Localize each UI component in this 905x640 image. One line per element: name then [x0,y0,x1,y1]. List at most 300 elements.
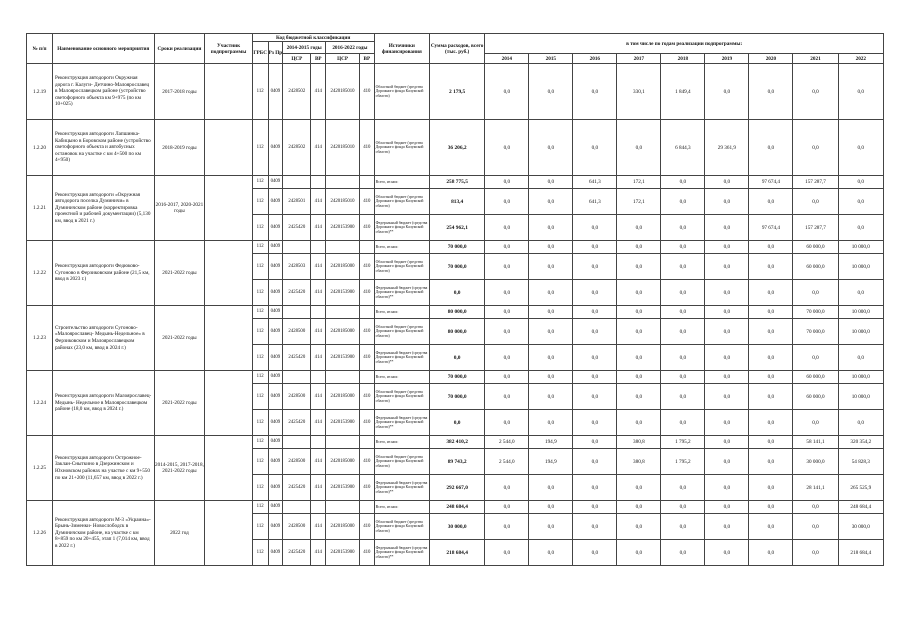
project-name: Реконструкция автодороги Малоярославец-Медынь- Недельное в Малоярославецком районе (18,0 км, ввод в 2024 г.) [52,371,154,436]
year-value-2021: 157 287,7 [793,176,838,189]
year-value-2022: 218 684,4 [838,540,883,566]
year-value-2018: 0,0 [661,280,705,306]
vr-code-1: 414 [311,345,326,371]
year-value-2018: 0,0 [661,514,705,540]
year-value-2020: 0,0 [749,319,793,345]
csr-code-2: 2420153900 [326,475,360,501]
year-value-2017: 0,0 [617,514,661,540]
vr-code-2: 410 [359,319,374,345]
vr-code-2: 410 [359,384,374,410]
csr-code-1: 2425420 [283,345,311,371]
year-value-2015: 0,0 [529,501,573,514]
vr-code-2: 410 [359,540,374,566]
total-sum: 70 000,0 [429,241,484,254]
year-value-2016: 0,0 [573,306,617,319]
row-number: 1.2.26 [27,501,53,566]
csr-code-1: 2425420 [283,280,311,306]
funding-source: Федеральный бюджет (средства Дорожного фонда Калужской области)** [374,540,429,566]
year-value-2015: 0,0 [529,540,573,566]
year-value-2020: 0,0 [749,189,793,215]
year-value-2017: 0,0 [617,371,661,384]
col-year-2017: 2017 [617,54,661,64]
csr-code-2: 2420153900 [326,345,360,371]
year-value-2020: 0,0 [749,280,793,306]
row-number: 1.2.24 [27,371,53,436]
year-value-2021: 60 000,0 [793,384,838,410]
rzpr-code: 0409 [268,540,283,566]
year-value-2018: 0,0 [661,176,705,189]
csr-code-1: 2428500 [283,384,311,410]
year-value-2021: 0,0 [793,345,838,371]
total-sum: 248 684,4 [429,501,484,514]
year-value-2016: 0,0 [573,120,617,176]
year-value-2016: 641,3 [573,189,617,215]
rzpr-code: 0409 [268,475,283,501]
year-value-2020: 0,0 [749,64,793,120]
year-value-2015: 0,0 [529,215,573,241]
total-sum: 70 000,0 [429,384,484,410]
year-value-2015: 194,9 [529,436,573,449]
col-year-2019: 2019 [705,54,749,64]
year-value-2017: 172,1 [617,176,661,189]
year-value-2019: 0,0 [705,449,749,475]
vr-code-1 [311,501,326,514]
year-value-2019: 0,0 [705,176,749,189]
year-value-2020: 0,0 [749,384,793,410]
year-value-2014: 0,0 [485,215,529,241]
funding-source: Областной бюджет (средства Дорожного фонда Калужской области) [374,449,429,475]
csr-code-2: 2420185000 [326,449,360,475]
year-value-2017: 0,0 [617,384,661,410]
year-value-2016: 641,3 [573,176,617,189]
table-row [27,306,884,319]
year-value-2015: 0,0 [529,475,573,501]
year-value-2021: 157 287,7 [793,215,838,241]
year-value-2014: 0,0 [485,345,529,371]
year-value-2020: 0,0 [749,120,793,176]
csr-code-1: 2428503 [283,254,311,280]
year-value-2016: 0,0 [573,371,617,384]
total-sum: 382 410,2 [429,436,484,449]
rzpr-code: 0409 [268,120,283,176]
grbs-code: 112 [252,384,268,410]
year-value-2014: 0,0 [485,176,529,189]
year-value-2015: 0,0 [529,254,573,280]
csr-code-2 [326,241,360,254]
total-sum: 36 206,2 [429,120,484,176]
rzpr-code: 0409 [268,345,283,371]
year-value-2016: 0,0 [573,280,617,306]
year-value-2014: 0,0 [485,514,529,540]
year-value-2016: 0,0 [573,319,617,345]
year-value-2019: 0,0 [705,241,749,254]
row-number: 1.2.22 [27,241,53,306]
year-value-2021: 60 000,0 [793,254,838,280]
year-value-2021: 0,0 [793,540,838,566]
project-period: 2021-2022 годы [154,241,205,306]
year-value-2022: 54 828,3 [838,449,883,475]
grbs-code: 112 [252,410,268,436]
year-value-2019: 0,0 [705,280,749,306]
funding-source: Областной бюджет (средства Дорожного фонда Калужской области) [374,189,429,215]
vr-code-2: 410 [359,215,374,241]
year-value-2020: 0,0 [749,306,793,319]
vr-code-1: 414 [311,514,326,540]
table-row [27,371,884,384]
year-value-2022: 10 000,0 [838,306,883,319]
year-value-2017: 0,0 [617,410,661,436]
vr-code-1: 414 [311,319,326,345]
csr-code-2: 2420185000 [326,514,360,540]
col-vr-1: ВР [311,54,326,64]
csr-code-1: 2425420 [283,410,311,436]
funding-source: Федеральный бюджет (средства Дорожного фонда Калужской области)** [374,280,429,306]
csr-code-2: 2420185000 [326,254,360,280]
grbs-code: 112 [252,306,268,319]
year-value-2018: 0,0 [661,319,705,345]
grbs-code: 112 [252,436,268,449]
year-value-2021: 60 000,0 [793,241,838,254]
col-year-2014: 2014 [485,54,529,64]
year-value-2018: 1 795,2 [661,449,705,475]
vr-code-2: 410 [359,449,374,475]
year-value-2015: 0,0 [529,64,573,120]
year-value-2015: 0,0 [529,384,573,410]
csr-code-2: 2420185000 [326,319,360,345]
year-value-2016: 0,0 [573,64,617,120]
csr-code-2 [326,176,360,189]
total-sum: 0,0 [429,345,484,371]
year-value-2016: 0,0 [573,384,617,410]
vr-code-2 [359,241,374,254]
funding-source: Областной бюджет (средства Дорожного фонда Калужской области) [374,120,429,176]
year-value-2018: 0,0 [661,254,705,280]
year-value-2016: 0,0 [573,241,617,254]
project-participant [205,176,252,241]
vr-code-2 [359,306,374,319]
year-value-2017: 0,0 [617,475,661,501]
funding-source: Областной бюджет (средства Дорожного фонда Калужской области) [374,254,429,280]
year-value-2015: 194,9 [529,449,573,475]
year-value-2021: 0,0 [793,514,838,540]
year-value-2017: 0,0 [617,306,661,319]
year-value-2022: 10 000,0 [838,384,883,410]
total-sum: 0,0 [429,410,484,436]
project-participant [205,436,252,501]
year-value-2022: 0,0 [838,345,883,371]
csr-code-2 [326,501,360,514]
vr-code-1: 414 [311,64,326,120]
col-sum: Сумма расходов, всего (тыс. руб.) [429,34,484,64]
year-value-2018: 0,0 [661,189,705,215]
year-value-2015: 0,0 [529,514,573,540]
year-value-2017: 0,0 [617,345,661,371]
year-value-2022: 0,0 [838,120,883,176]
year-value-2020: 97 674,4 [749,176,793,189]
year-value-2016: 0,0 [573,501,617,514]
year-value-2018: 0,0 [661,501,705,514]
funding-source: Всего, из них: [374,241,429,254]
row-number: 1.2.25 [27,436,53,501]
csr-code-1 [283,501,311,514]
col-grbs: ГРБС [252,42,268,64]
csr-code-2 [326,371,360,384]
year-value-2018: 1 849,4 [661,64,705,120]
year-value-2022: 0,0 [838,410,883,436]
year-value-2014: 0,0 [485,241,529,254]
csr-code-1: 2428502 [283,64,311,120]
rzpr-code: 0409 [268,189,283,215]
csr-code-1: 2428500 [283,319,311,345]
col-csr-2: ЦСР [326,54,360,64]
grbs-code: 112 [252,540,268,566]
grbs-code: 112 [252,449,268,475]
vr-code-1: 414 [311,449,326,475]
vr-code-2 [359,436,374,449]
year-value-2020: 97 674,4 [749,215,793,241]
year-value-2021: 70 000,0 [793,306,838,319]
year-value-2019: 0,0 [705,319,749,345]
project-name: Реконструкция автодороги Лапшинка-Кабицыно в Боровском районе (устройство светофорного объекта и автобусных остановок на участке с км 4+500 по км 4+950) [52,120,154,176]
year-value-2018: 6 844,3 [661,120,705,176]
csr-code-2 [326,306,360,319]
year-value-2016: 0,0 [573,540,617,566]
year-value-2019: 0,0 [705,189,749,215]
vr-code-1 [311,176,326,189]
rzpr-code: 0409 [268,215,283,241]
grbs-code: 112 [252,475,268,501]
year-value-2014: 0,0 [485,540,529,566]
vr-code-2 [359,501,374,514]
csr-code-2: 2420185010 [326,120,360,176]
year-value-2018: 0,0 [661,475,705,501]
total-sum: 70 000,0 [429,371,484,384]
project-period: 2014-2015, 2017-2018, 2021-2022 годы [154,436,205,501]
funding-source: Федеральный бюджет (средства Дорожного фонда Калужской области)** [374,215,429,241]
vr-code-2: 410 [359,514,374,540]
year-value-2018: 1 795,2 [661,436,705,449]
csr-code-1: 2425420 [283,475,311,501]
year-value-2015: 0,0 [529,345,573,371]
year-value-2015: 0,0 [529,319,573,345]
year-value-2014: 0,0 [485,120,529,176]
year-value-2017: 380,8 [617,436,661,449]
csr-code-1: 2425420 [283,540,311,566]
year-value-2017: 0,0 [617,280,661,306]
total-sum: 80 000,0 [429,306,484,319]
year-value-2020: 0,0 [749,371,793,384]
year-value-2019: 0,0 [705,345,749,371]
year-value-2022: 10 000,0 [838,319,883,345]
year-value-2017: 0,0 [617,120,661,176]
year-value-2020: 0,0 [749,410,793,436]
vr-code-2 [359,371,374,384]
year-value-2020: 0,0 [749,345,793,371]
year-value-2022: 10 000,0 [838,241,883,254]
vr-code-2: 410 [359,410,374,436]
year-value-2020: 0,0 [749,540,793,566]
vr-code-1: 414 [311,280,326,306]
year-value-2018: 0,0 [661,540,705,566]
project-name: Реконструкция автодороги «Окружная автодорога поселка Думиничи» в Думиничском районе (корректировка проектной и рабочей документации) (5,130 км, ввод в 2021 г.) [52,176,154,241]
funding-source: Всего, из них: [374,371,429,384]
project-participant [205,64,252,120]
grbs-code: 112 [252,345,268,371]
year-value-2016: 0,0 [573,254,617,280]
year-value-2018: 0,0 [661,241,705,254]
project-participant [205,501,252,566]
project-participant [205,241,252,306]
rzpr-code: 0409 [268,449,283,475]
year-value-2021: 60 000,0 [793,371,838,384]
col-sources: Источники финансирования [374,34,429,64]
col-participants: Участник подпрограммы [205,34,252,64]
year-value-2019: 0,0 [705,540,749,566]
year-value-2018: 0,0 [661,410,705,436]
vr-code-1 [311,436,326,449]
total-sum: 254 962,1 [429,215,484,241]
vr-code-1 [311,306,326,319]
vr-code-2: 410 [359,280,374,306]
row-number: 1.2.20 [27,120,53,176]
year-value-2019: 0,0 [705,501,749,514]
grbs-code: 112 [252,215,268,241]
grbs-code: 112 [252,254,268,280]
funding-source: Федеральный бюджет (средства Дорожного фонда Калужской области)** [374,475,429,501]
year-value-2021: 28 141,1 [793,475,838,501]
csr-code-1 [283,241,311,254]
col-year-2018: 2018 [661,54,705,64]
table-row [27,120,884,176]
year-value-2014: 0,0 [485,254,529,280]
year-value-2021: 0,0 [793,501,838,514]
vr-code-2 [359,176,374,189]
year-value-2014: 0,0 [485,475,529,501]
table-row [27,241,884,254]
col-year-2021: 2021 [793,54,838,64]
total-sum: 30 000,0 [429,514,484,540]
year-value-2015: 0,0 [529,280,573,306]
vr-code-1 [311,371,326,384]
project-name: Реконструкция автодороги Федюково-Сугоново в Ферзиковском районе (21,5 км, ввод в 2023 г.) [52,241,154,306]
csr-code-2: 2420153900 [326,540,360,566]
rzpr-code: 0409 [268,176,283,189]
col-budget-codes: Код бюджетной классификации [252,34,374,42]
year-value-2022: 0,0 [838,64,883,120]
col-year-2022: 2022 [838,54,883,64]
project-name: Строительство автодороги Сугоново- «Малоярославец- Медынь-Недельное» в Ферзиковском и Малоярославецком районах (23,0 км, ввод в 2024 г.) [52,306,154,371]
rzpr-code: 0409 [268,514,283,540]
year-value-2014: 0,0 [485,410,529,436]
year-value-2017: 172,1 [617,189,661,215]
year-value-2019: 0,0 [705,436,749,449]
col-csr-1: ЦСР [283,54,311,64]
funding-source: Всего, из них: [374,436,429,449]
row-number: 1.2.21 [27,176,53,241]
funding-source: Областной бюджет (средства Дорожного фонда Калужской области) [374,514,429,540]
csr-code-1 [283,306,311,319]
year-value-2018: 0,0 [661,384,705,410]
funding-source: Областной бюджет (средства Дорожного фонда Калужской области) [374,319,429,345]
year-value-2015: 0,0 [529,371,573,384]
grbs-code: 112 [252,176,268,189]
total-sum: 89 743,2 [429,449,484,475]
csr-code-1: 2428500 [283,514,311,540]
year-value-2017: 0,0 [617,501,661,514]
table-row [27,64,884,120]
col-name: Наименование основного мероприятия [52,34,154,64]
total-sum: 2 179,5 [429,64,484,120]
vr-code-2: 410 [359,64,374,120]
year-value-2015: 0,0 [529,410,573,436]
rzpr-code: 0409 [268,306,283,319]
year-value-2014: 0,0 [485,64,529,120]
project-period: 2021-2022 годы [154,306,205,371]
year-value-2018: 0,0 [661,215,705,241]
total-sum: 813,4 [429,189,484,215]
project-name: Реконструкция автодороги Окружная дорога г. Калуги- Детчино-Малоярославец в Малоярославецком районе (устройство светофорного объекта км 9+975 (по км 10+025) [52,64,154,120]
total-sum: 70 000,0 [429,254,484,280]
rzpr-code: 0409 [268,241,283,254]
year-value-2016: 0,0 [573,475,617,501]
year-value-2014: 0,0 [485,501,529,514]
year-value-2015: 0,0 [529,241,573,254]
year-value-2019: 0,0 [705,371,749,384]
year-value-2019: 0,0 [705,384,749,410]
project-period: 2021-2022 годы [154,371,205,436]
year-value-2022: 0,0 [838,189,883,215]
year-value-2022: 30 000,0 [838,514,883,540]
col-year-2015: 2015 [529,54,573,64]
year-value-2019: 0,0 [705,64,749,120]
year-value-2017: 0,0 [617,241,661,254]
project-name: Реконструкция автодороги Острожное-Заклан-Сныткино в Дзержинском и Юхновском районах на участке с км 9+550 по км 21+200 (11,657 км, ввод в 2022 г.) [52,436,154,501]
year-value-2017: 0,0 [617,254,661,280]
year-value-2020: 0,0 [749,514,793,540]
funding-source: Областной бюджет (средства Дорожного фонда Калужской области) [374,384,429,410]
vr-code-1: 414 [311,215,326,241]
funding-source: Всего, из них: [374,176,429,189]
csr-code-1: 2428501 [283,189,311,215]
year-value-2014: 0,0 [485,306,529,319]
grbs-code: 112 [252,64,268,120]
year-value-2019: 0,0 [705,410,749,436]
rzpr-code: 0409 [268,371,283,384]
rzpr-code: 0409 [268,254,283,280]
csr-code-2: 2420153900 [326,410,360,436]
year-value-2017: 0,0 [617,540,661,566]
project-period: 2018-2019 годы [154,120,205,176]
year-value-2017: 380,8 [617,449,661,475]
vr-code-1: 414 [311,410,326,436]
grbs-code: 112 [252,501,268,514]
year-value-2017: 0,0 [617,319,661,345]
col-period: Сроки реализации [154,34,205,64]
row-number: 1.2.23 [27,306,53,371]
total-sum: 292 667,0 [429,475,484,501]
csr-code-1: 2428502 [283,120,311,176]
col-2014-2015: 2014-2015 годы [283,42,326,54]
rzpr-code: 0409 [268,64,283,120]
funding-source: Всего, из них: [374,306,429,319]
grbs-code: 112 [252,514,268,540]
row-number: 1.2.19 [27,64,53,120]
year-value-2022: 0,0 [838,280,883,306]
csr-code-2: 2420185010 [326,64,360,120]
year-value-2021: 0,0 [793,189,838,215]
year-value-2020: 0,0 [749,501,793,514]
year-value-2015: 0,0 [529,189,573,215]
